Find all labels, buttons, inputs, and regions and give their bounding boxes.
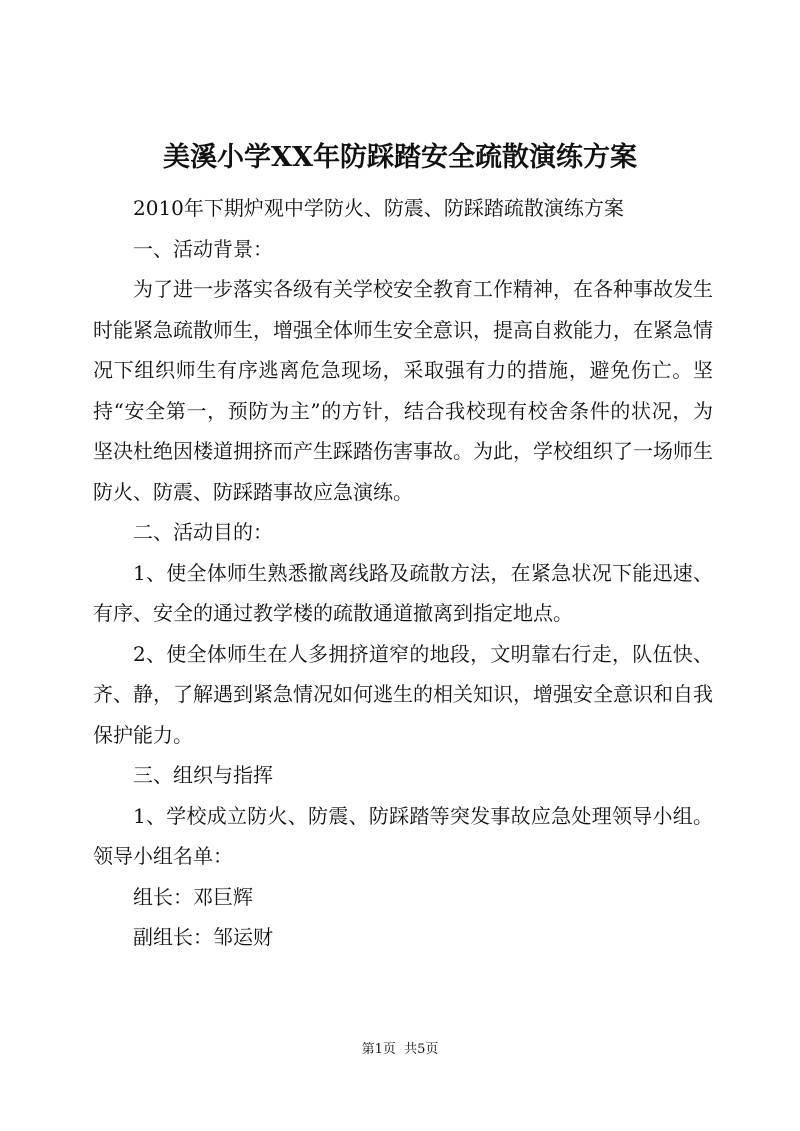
body-paragraph: 2、使全体师生在人多拥挤道窄的地段，文明靠右行走，队伍快、齐、静，了解遇到紧急情况如何逃生的相关知识，增强安全意识和自我保护能力。 xyxy=(93,641,713,747)
body-paragraph: 为了进一步落实各级有关学校安全教育工作精神，在各种事故发生时能紧急疏散师生，增强全体师生安全意识，提高自救能力，在紧急情况下组织师生有序逃离危急现场，采取强有力的措施，避免伤亡。坚持“安全第一，预防为主”的方针，结合我校现有校舍条件的状况，为坚决杜绝因楼道拥挤而产生踩踏伤害事故。为此，学校组织了一场师生防火、防震、防踩踏事故应急演练。 xyxy=(93,277,713,504)
body-paragraph: 1、学校成立防火、防震、防踩踏等突发事故应急处理领导小组。领导小组名单： xyxy=(93,803,713,868)
section-heading-purpose: 二、活动目的： xyxy=(133,520,273,544)
leader-line: 组长：邓巨辉 xyxy=(133,884,253,909)
page-total: 共5页 xyxy=(404,1042,439,1057)
page-number: 第1页 xyxy=(361,1042,396,1057)
section-heading-background: 一、活动背景： xyxy=(133,236,273,261)
subtitle-paragraph: 2010年下期炉观中学防火、防震、防踩踏疏散演练方案 xyxy=(133,196,624,220)
page-footer xyxy=(0,1041,800,1059)
document-body xyxy=(93,188,713,958)
deputy-leader-line: 副组长：邹运财 xyxy=(133,925,273,949)
section-heading-organization: 三、组织与指挥 xyxy=(133,763,273,787)
body-paragraph: 1、使全体师生熟悉撤离线路及疏散方法，在紧急状况下能迅速、有序、安全的通过教学楼的疏散通道撤离到指定地点。 xyxy=(93,560,713,625)
document-title: 美溪小学XX年防踩踏安全疏散演练方案 xyxy=(163,142,637,173)
